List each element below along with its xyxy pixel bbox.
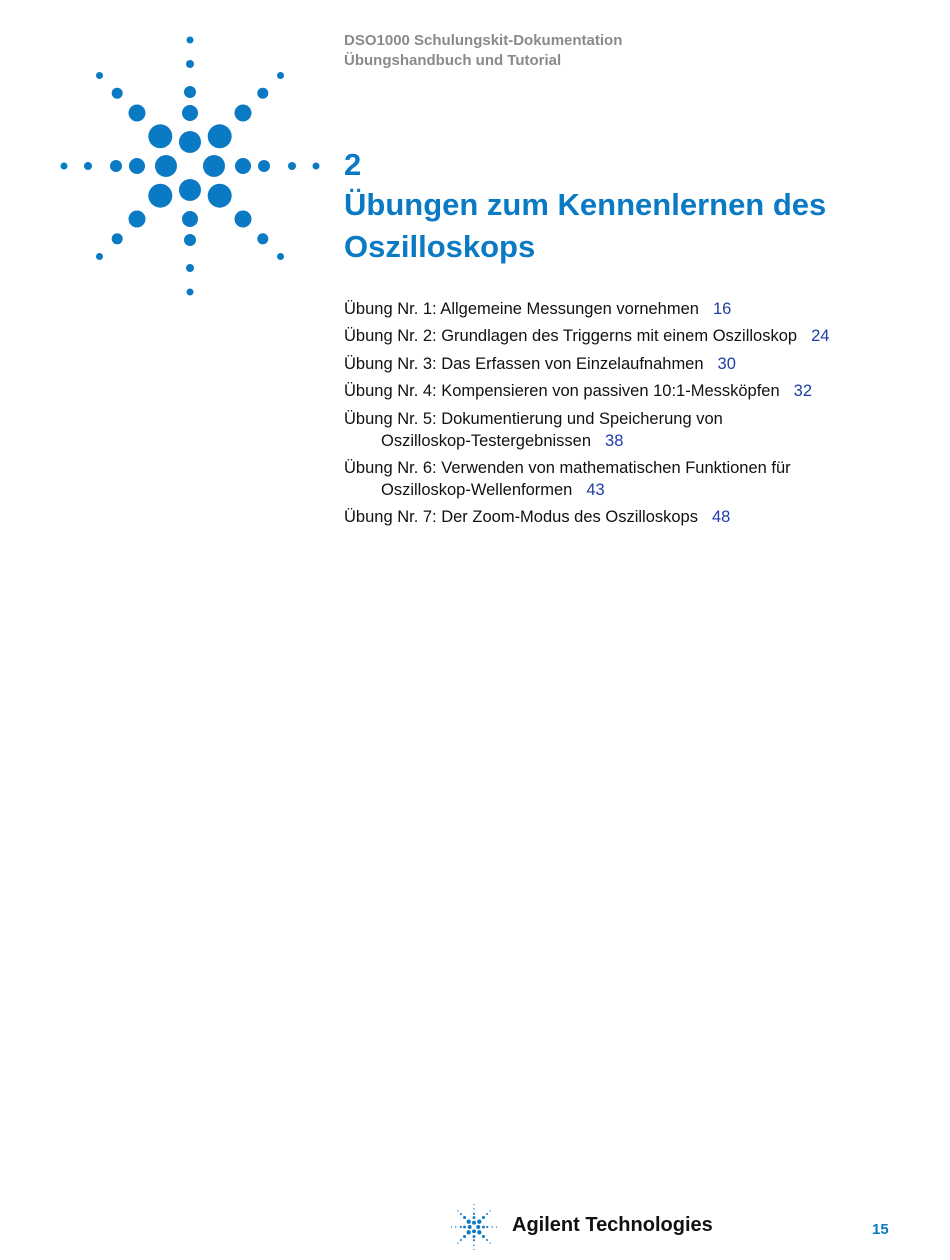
toc-page-number[interactable]: 16 xyxy=(712,300,732,318)
company-name: Agilent Technologies xyxy=(512,1214,713,1236)
toc-entry-title: Oszilloskop-Wellenformen xyxy=(381,480,573,499)
table-of-contents xyxy=(344,298,904,534)
chapter-heading xyxy=(344,146,904,268)
toc-entry[interactable] xyxy=(344,325,904,347)
toc-entry[interactable] xyxy=(344,506,904,528)
toc-entry[interactable] xyxy=(344,353,904,375)
toc-entry-title: Übung Nr. 3: Das Erfassen von Einzelaufnahmen xyxy=(344,354,704,373)
agilent-spark-icon xyxy=(448,1202,500,1252)
toc-entry[interactable] xyxy=(344,457,904,501)
toc-entry-title: Übung Nr. 2: Grundlagen des Triggerns mit einem Oszilloskop xyxy=(344,327,798,346)
toc-entry-title: Übung Nr. 4: Kompensieren von passiven 10:1-Messköpfen xyxy=(344,382,780,401)
toc-page-number[interactable]: 48 xyxy=(711,508,731,527)
toc-page-number[interactable]: 30 xyxy=(717,354,736,373)
chapter-title: Übungen zum Kennenlernen des Oszilloskops xyxy=(344,187,827,264)
toc-entry[interactable] xyxy=(344,380,904,402)
toc-entry-title: Übung Nr. 5: Dokumentierung und Speicherung von xyxy=(344,409,723,428)
toc-page-number[interactable]: 43 xyxy=(586,480,605,499)
document-header xyxy=(344,31,622,71)
chapter-number: 2 xyxy=(344,147,362,182)
toc-page-number[interactable]: 38 xyxy=(605,431,624,450)
toc-entry-title: Übung Nr. 7: Der Zoom-Modus des Oszilloskops xyxy=(344,508,698,527)
toc-page-number[interactable]: 32 xyxy=(793,382,813,401)
header-subtitle: Übungshandbuch und Tutorial xyxy=(344,52,562,69)
toc-entry-title: Oszilloskop-Testergebnissen xyxy=(381,431,592,450)
page-number: 15 xyxy=(872,1221,889,1238)
toc-entry[interactable] xyxy=(344,408,904,452)
toc-page-number[interactable]: 24 xyxy=(811,327,830,346)
toc-entry-title: Übung Nr. 1: Allgemeine Messungen vornehmen xyxy=(344,300,699,318)
toc-entry[interactable] xyxy=(344,298,904,320)
toc-entry-title: Übung Nr. 6: Verwenden von mathematischen Funktionen für xyxy=(344,458,791,477)
header-title: DSO1000 Schulungskit-Dokumentation xyxy=(344,32,623,49)
agilent-spark-icon xyxy=(50,26,330,306)
